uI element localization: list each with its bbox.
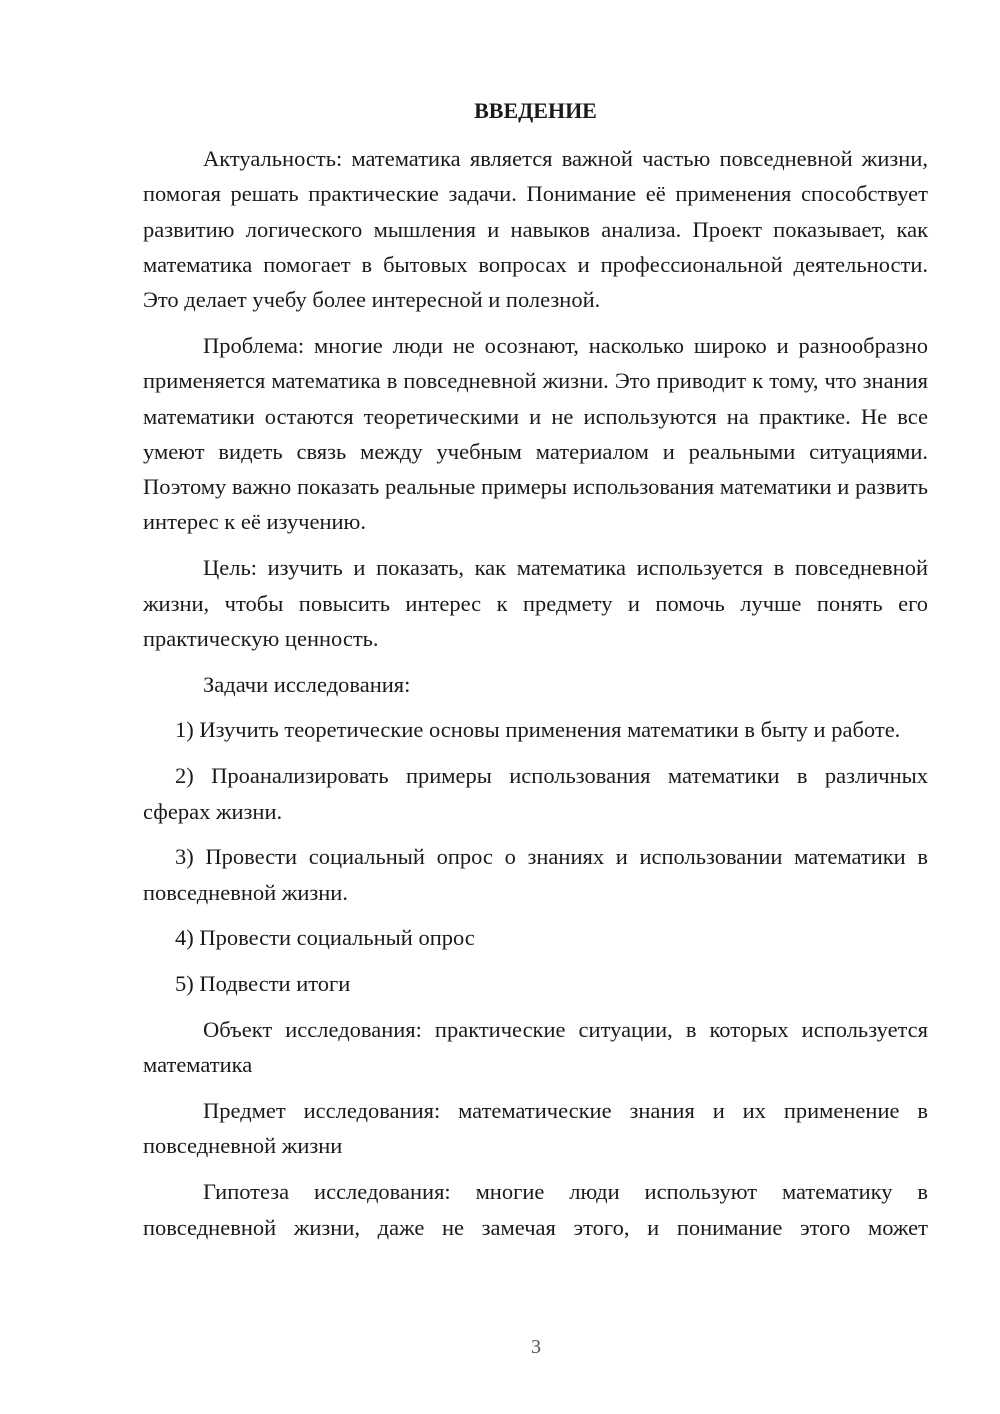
task-item: 4) Провести социальный опрос bbox=[175, 925, 475, 951]
task-item: 1) Изучить теоретические основы применения математики в быту и работе. bbox=[175, 717, 901, 743]
body-text bbox=[143, 141, 928, 1245]
paragraph-hypothesis: Гипотеза исследования: многие люди используют математику в повседневной жизни, даже не замечая этого, и понимание этого может bbox=[143, 1179, 928, 1240]
section-heading: ВВЕДЕНИЕ bbox=[474, 98, 597, 123]
tasks-title: Задачи исследования: bbox=[203, 671, 411, 697]
paragraph-object: Объект исследования: практические ситуации, в которых используется математика bbox=[143, 1017, 928, 1078]
task-item: 2) Проанализировать примеры использования математики в различных сферах жизни. bbox=[143, 763, 928, 824]
task-item: 5) Подвести итоги bbox=[175, 971, 351, 997]
task-item: 3) Провести социальный опрос о знаниях и использовании математики в повседневной жизни. bbox=[143, 844, 928, 905]
paragraph-subject: Предмет исследования: математические знания и их применение в повседневной жизни bbox=[143, 1098, 928, 1159]
paragraph-goal: Цель: изучить и показать, как математика используется в повседневной жизни, чтобы повысить интерес к предмету и помочь лучше понять его практическую ценность. bbox=[143, 555, 928, 651]
page-number: 3 bbox=[531, 1336, 541, 1358]
paragraph-problem: Проблема: многие люди не осознают, насколько широко и разнообразно применяется математика в повседневной жизни. Это приводит к тому, что знания математики остаются теоретическими и не используются на практике. Не все умеют видеть связь между учебным материалом и реальными ситуациями. Поэтому важно показать реальные примеры использования математики и развить интерес к её изучению. bbox=[143, 332, 928, 535]
paragraph-relevance: Актуальность: математика является важной частью повседневной жизни, помогая решать практические задачи. Понимание её применения способствует развитию логического мышления и навыков анализа. Проект показывает, как математика помогает в бытовых вопросах и профессиональной деятельности. Это делает учебу более интересной и полезной. bbox=[143, 146, 928, 313]
